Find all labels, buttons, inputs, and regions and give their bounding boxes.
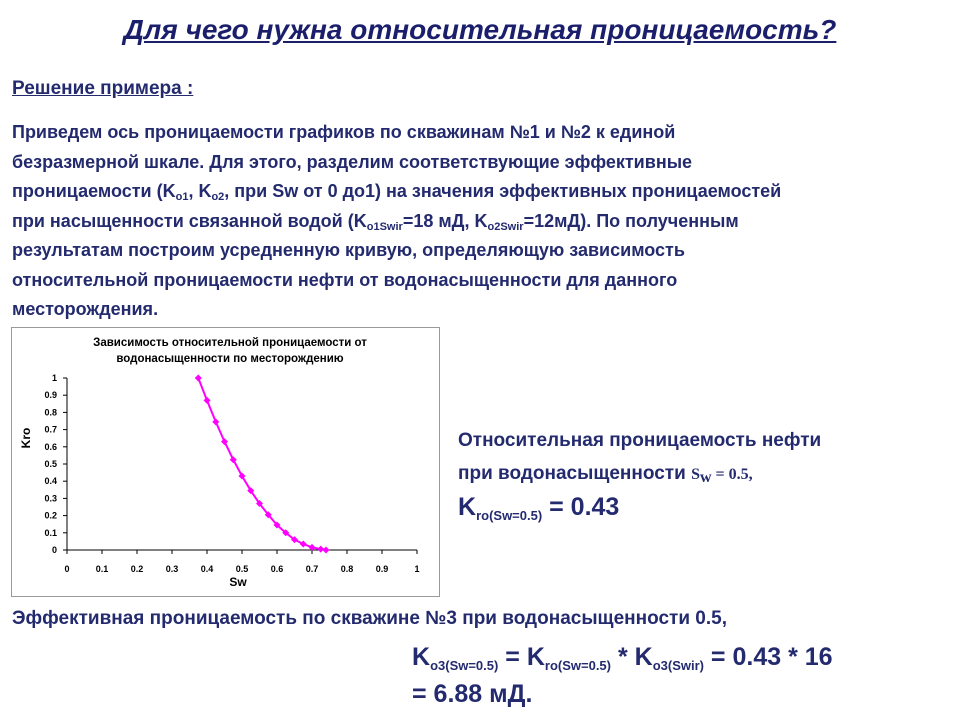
y-tick-label: 1 xyxy=(51,373,57,383)
y-tick-label: 0.9 xyxy=(44,390,57,401)
y-tick-label: 0.2 xyxy=(44,510,57,521)
chart-title: Зависимость относительной проницаемости от xyxy=(93,337,367,349)
effective-permeability-text: Эффективная проницаемость по скважине №3 при водонасыщенности 0.5, xyxy=(12,608,727,629)
x-tick-label: 0.4 xyxy=(200,564,214,574)
explanation-paragraph xyxy=(12,118,942,325)
subheading: Решение примера : xyxy=(12,78,194,99)
data-point xyxy=(195,375,202,382)
x-tick-label: 0.3 xyxy=(165,564,179,574)
y-tick-label: 0 xyxy=(51,545,57,555)
y-tick-label: 0.5 xyxy=(44,459,57,469)
formula-line: $K_{o3(Sw=0.5)} = K_{ro(Sw=0.5)} * K_{o3(Swir)} = 0.43 * 16$ xyxy=(412,643,833,673)
paragraph-line: месторождения. xyxy=(12,299,159,319)
x-tick-label: 0.2 xyxy=(130,564,144,574)
kro-value-line: $K_{ro(Sw=0.5)} = 0.43$ xyxy=(458,493,620,523)
kro-sw-chart xyxy=(12,328,439,596)
y-tick-label: 0.8 xyxy=(44,407,57,418)
x-axis-label: Sw xyxy=(229,575,247,589)
paragraph-line: Приведем ось проницаемости графиков по скважинам №1 и №2 к единой xyxy=(12,122,676,142)
series-line xyxy=(198,378,326,550)
note-line: Относительная проницаемость нефти xyxy=(458,430,822,451)
data-point xyxy=(204,397,211,404)
x-tick-label: 0.1 xyxy=(95,564,109,574)
x-tick-label: 0.9 xyxy=(375,564,389,574)
y-tick-label: 0.4 xyxy=(44,476,57,487)
x-tick-label: 1 xyxy=(414,564,420,574)
y-tick-label: 0.6 xyxy=(44,441,57,452)
x-tick-label: 0.6 xyxy=(270,564,284,574)
data-point xyxy=(221,438,228,445)
y-tick-label: 0.3 xyxy=(44,493,57,504)
y-tick-label: 0.1 xyxy=(44,527,57,538)
paragraph-line: результатам построим усредненную кривую, определяющую зависимость xyxy=(12,240,685,260)
data-point xyxy=(212,418,219,425)
y-tick-label: 0.7 xyxy=(44,424,57,435)
paragraph-line: безразмерной шкале. Для этого, разделим соответствующие эффективные xyxy=(12,151,693,172)
chart-title: водонасыщенности по месторождению xyxy=(116,353,344,365)
paragraph-line: при насыщенности связанной водой ($K_{o1Swir}=18$ мД, $K_{o2Swir}=12мД$). По полученным xyxy=(12,210,739,233)
paragraph-line: относительной проницаемости нефти от водонасыщенности для данного xyxy=(12,269,678,290)
data-point xyxy=(317,546,324,553)
x-tick-label: 0 xyxy=(64,564,70,574)
paragraph-line: проницаемости ($K_{o1}$, $K_{o2}$, при Sw от 0 до1) на значения эффективных проницаемостей xyxy=(12,181,782,203)
x-tick-label: 0.8 xyxy=(340,564,354,574)
x-tick-label: 0.5 xyxy=(235,564,249,574)
chart-container xyxy=(11,327,440,597)
data-point xyxy=(323,547,330,554)
y-axis-label: Kro xyxy=(19,427,33,449)
slide-title: Для чего нужна относительная проницаемость? xyxy=(123,14,837,45)
note-line: при водонасыщенности $S_w = 0.5$, xyxy=(458,463,753,486)
x-tick-label: 0.7 xyxy=(305,564,319,574)
relative-permeability-note xyxy=(458,424,821,524)
formula-result: = 6.88 мД. xyxy=(412,680,533,708)
data-point xyxy=(300,540,307,547)
